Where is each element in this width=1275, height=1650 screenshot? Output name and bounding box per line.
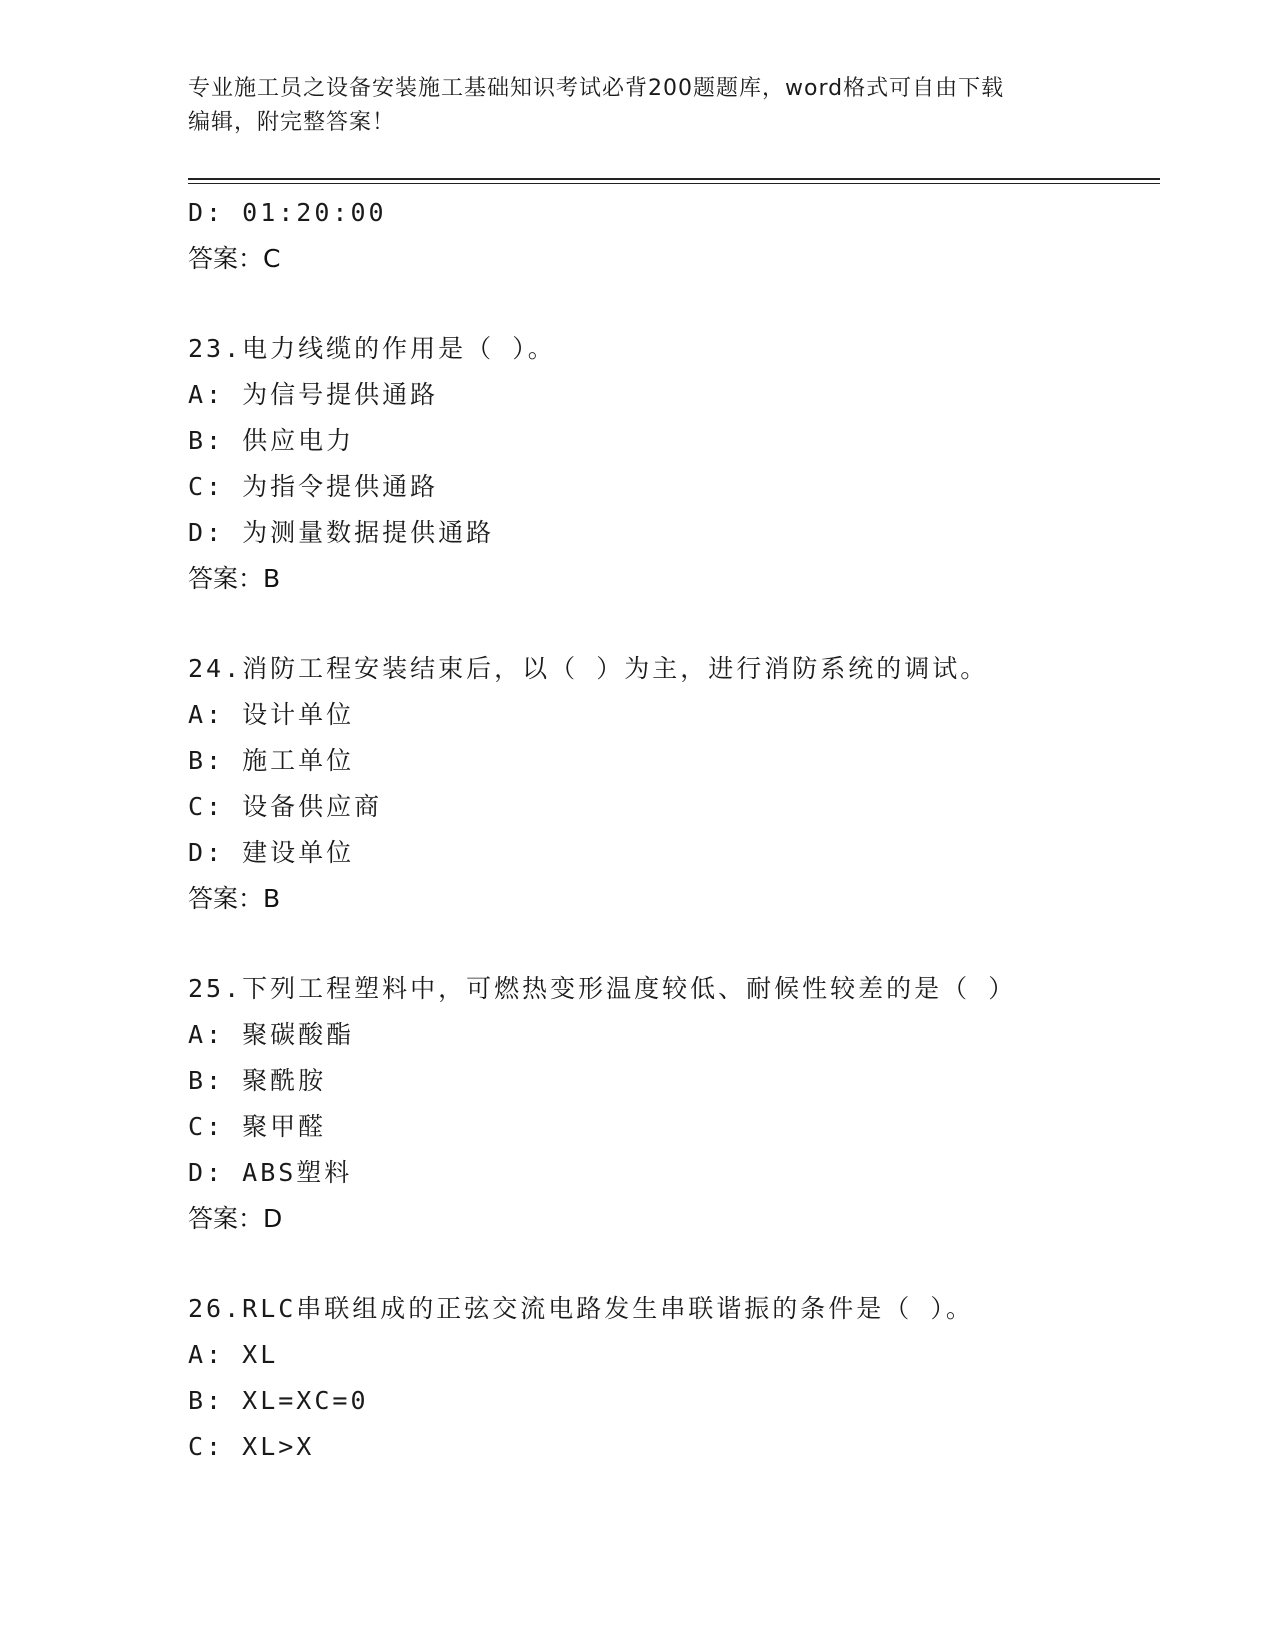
question-content — [188, 190, 1160, 1470]
option-b: B: 聚酰胺 — [188, 1066, 327, 1095]
question-stem: 23.电力线缆的作用是（ ）。 — [188, 334, 556, 363]
option-d: D: 建设单位 — [188, 838, 355, 867]
option-c: C: 设备供应商 — [188, 792, 383, 821]
option-b: B: 施工单位 — [188, 746, 355, 775]
option-a: A: XL — [188, 1340, 279, 1369]
question-block-24 — [188, 646, 1160, 922]
answer-line: 答案：C — [188, 244, 281, 273]
option-c: C: 聚甲醛 — [188, 1112, 327, 1141]
spacer — [188, 602, 1160, 646]
question-block-23 — [188, 326, 1160, 602]
question-block-25 — [188, 966, 1160, 1242]
option-d: D: ABS塑料 — [188, 1158, 353, 1187]
answer-line: 答案：B — [188, 564, 281, 593]
option-a: A: 设计单位 — [188, 700, 355, 729]
header-line-1: 专业施工员之设备安装施工基础知识考试必背200题题库，word格式可自由下载 — [188, 76, 1005, 101]
answer-line: 答案：D — [188, 1204, 283, 1233]
document-header — [188, 72, 1088, 140]
answer-line: 答案：B — [188, 884, 281, 913]
header-rule-thin — [188, 183, 1160, 184]
question-block-26 — [188, 1286, 1160, 1470]
question-stem: 26.RLC串联组成的正弦交流电路发生串联谐振的条件是（ ）。 — [188, 1294, 974, 1323]
option-c: C: 为指令提供通路 — [188, 472, 439, 501]
header-line-2: 编辑，附完整答案！ — [188, 110, 396, 135]
header-rule-thick — [188, 178, 1160, 180]
spacer — [188, 1242, 1160, 1286]
option-b: B: XL=XC=0 — [188, 1386, 369, 1415]
option-d: D: 为测量数据提供通路 — [188, 518, 495, 547]
question-stem: 24.消防工程安装结束后，以（ ）为主，进行消防系统的调试。 — [188, 654, 989, 683]
spacer — [188, 282, 1160, 326]
question-stem: 25.下列工程塑料中，可燃热变形温度较低、耐候性较差的是（ ） — [188, 974, 1017, 1003]
option-d: D: 01:20:00 — [188, 198, 387, 227]
option-a: A: 聚碳酸酯 — [188, 1020, 355, 1049]
option-a: A: 为信号提供通路 — [188, 380, 439, 409]
spacer — [188, 922, 1160, 966]
option-c: C: XL>X — [188, 1432, 315, 1461]
option-b: B: 供应电力 — [188, 426, 355, 455]
